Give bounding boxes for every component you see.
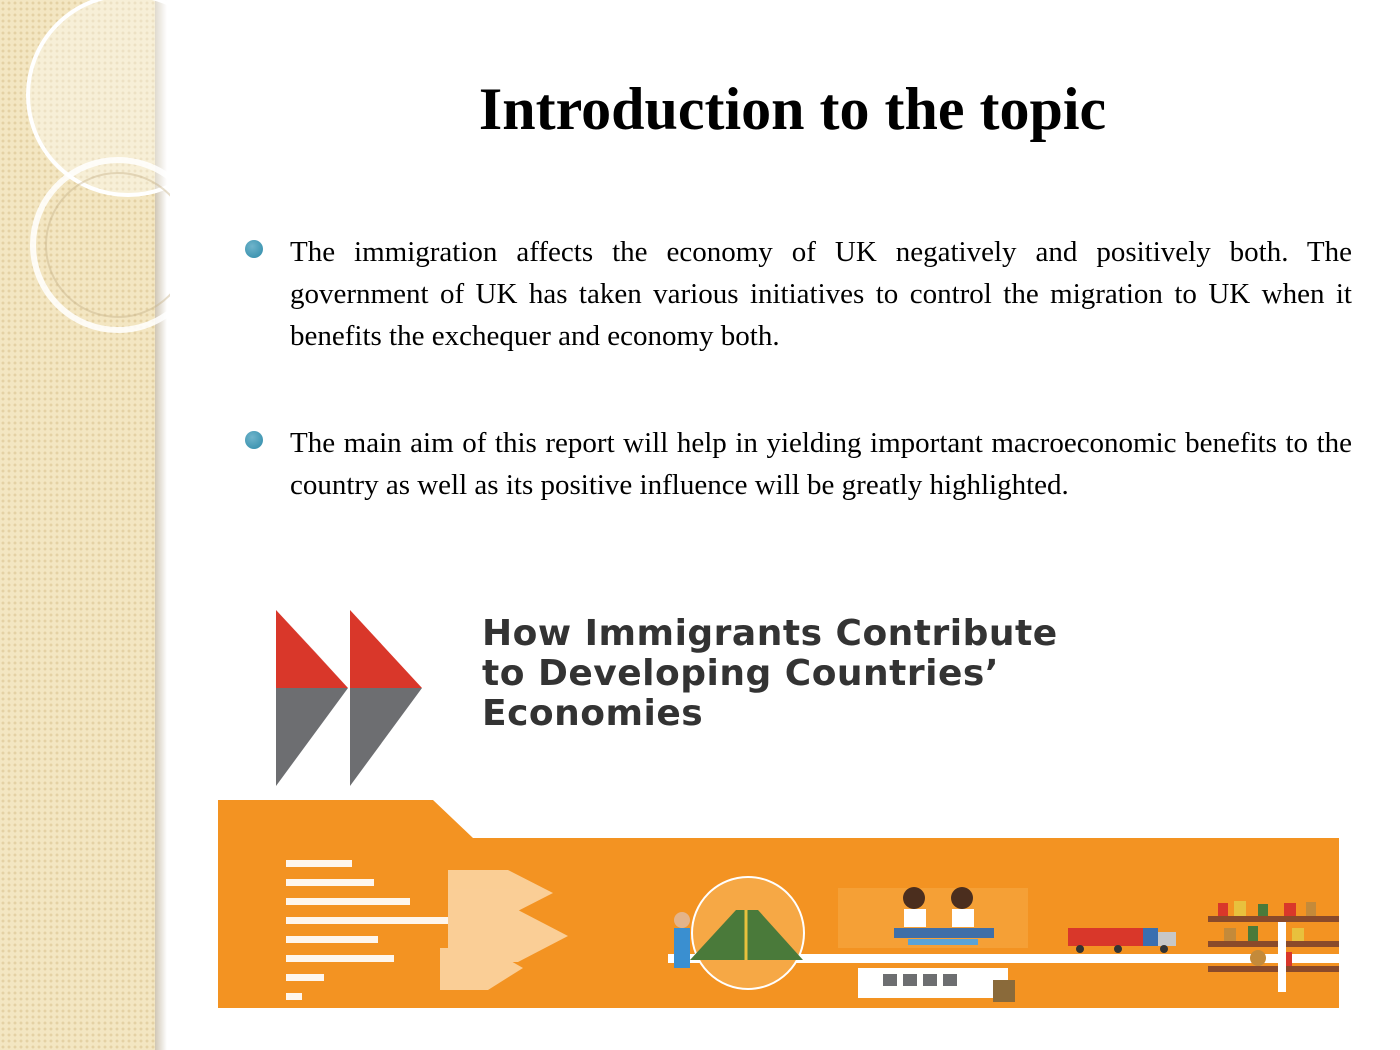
- slide-title: Introduction to the topic: [478, 76, 1107, 142]
- factory-icon: [858, 968, 1015, 1002]
- infographic-title-line: to Developing Countries’: [482, 653, 1000, 694]
- bullet-text: The immigration affects the economy of UK negatively and positively both. The government of UK has taken various initiatives to control the migration to UK when it benefits the exchequer and economy both.: [290, 236, 1352, 352]
- workers-icon: [838, 887, 1028, 948]
- infographic-title: [482, 614, 1058, 734]
- bullet-item: [245, 231, 1352, 357]
- bullet-text: The main aim of this report will help in yielding important macroeconomic benefits to the country as well as its positive influence will be greatly highlighted.: [290, 427, 1352, 501]
- chevron-logo-icon: [276, 610, 422, 786]
- decorative-circles: [0, 0, 170, 360]
- bullet-dot-icon: [245, 240, 263, 258]
- infographic-image: [218, 598, 1339, 1008]
- bullet-item: [245, 422, 1352, 506]
- infographic-title-line: How Immigrants Contribute: [482, 613, 1058, 654]
- bullet-dot-icon: [245, 431, 263, 449]
- infographic-title-line: Economies: [482, 693, 704, 734]
